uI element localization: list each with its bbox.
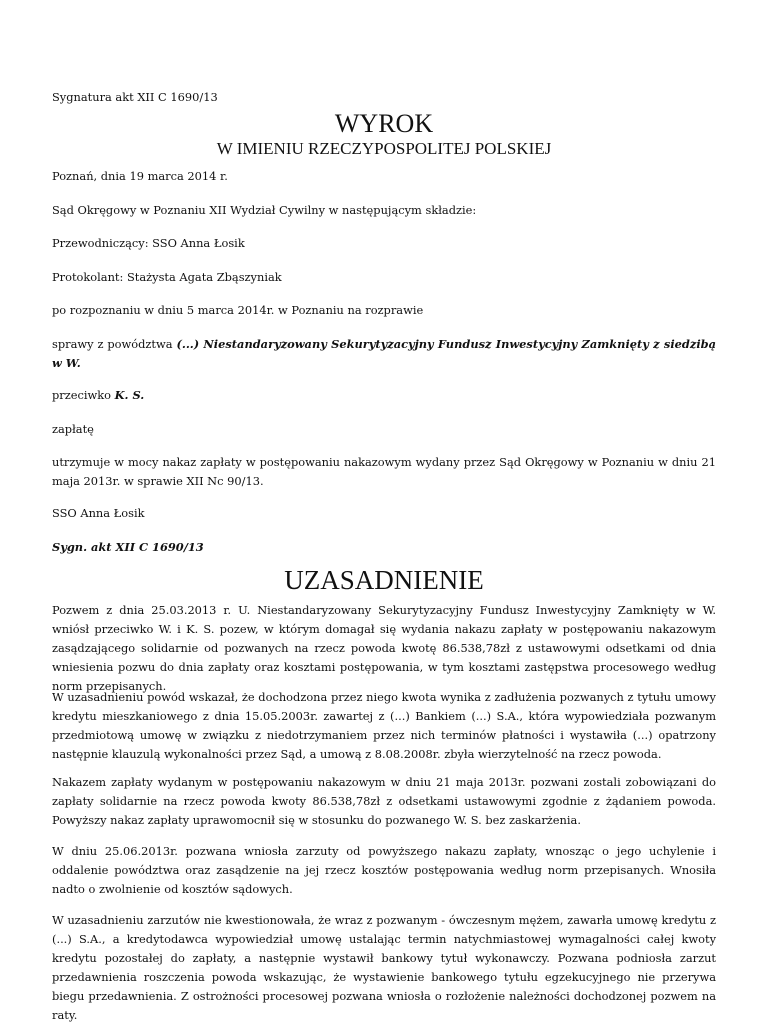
defendant-name: K. S. xyxy=(114,388,145,402)
case-prefix: sprawy z powództwa xyxy=(52,337,177,351)
case-signature: Sygnatura akt XII C 1690/13 xyxy=(52,90,218,104)
verdict-subtitle: W IMIENIU RZECZYPOSPOLITEJ POLSKIEJ xyxy=(216,139,552,158)
justification-paragraph-5: W uzasadnieniu zarzutów nie kwestionowała, że wraz z pozwanym - ówczesnym mężem, zawarła umowę kredytu z (...) S.A., a kredytodawca wypowiedział umowę ustalając termin natychmiastowej wymagalności całej kwoty kredytu pozostałej do zapłaty, a następnie wystawił bankowy tytuł wykonawczy. Pozwana podniosła zarzut przedawnienia roszczenia powoda wskazując, że wystawienie bankowego tytułu egzekucyjnego nie przerywa biegu przedawnienia. Z ostrożności procesowej pozwana wniosła o rozłożenie należności dochodzonej pozwem na raty. xyxy=(52,913,716,1022)
court-composition: Sąd Okręgowy w Poznaniu XII Wydział Cywilny w następującym składzie: xyxy=(52,203,477,217)
justification-paragraph-3: Nakazem zapłaty wydanym w postępowaniu nakazowym w dniu 21 maja 2013r. pozwani zostali zobowiązani do zapłaty solidarnie na rzecz powoda kwoty 86.538,78zł z odsetkami ustawowymi zgodnie z żądaniem powoda. Powyższy nakaz zapłaty uprawomocnił się w stosunku do pozwanego W. S. bez zaskarżenia. xyxy=(52,775,716,827)
case-subject: zapłatę xyxy=(52,422,94,436)
ruling-text: utrzymuje w mocy nakaz zapłaty w postępowaniu nakazowym wydany przez Sąd Okręgowy w Poznaniu w dniu 21 maja 2013r. w sprawie XII Nc 90/13. xyxy=(52,455,716,488)
justification-title: UZASADNIENIE xyxy=(284,565,484,595)
judge-signature: SSO Anna Łosik xyxy=(52,506,145,520)
hearing-info: po rozpoznaniu w dniu 5 marca 2014r. w Poznaniu na rozprawie xyxy=(52,303,424,317)
justification-paragraph-2: W uzasadnieniu powód wskazał, że dochodzona przez niego kwota wynika z zadłużenia pozwanych z tytułu umowy kredytu mieszkaniowego z dnia 15.05.2003r. zawartej z (...) Bankiem (...) S.A., która wypowiedziała pozwanym przedmiotową umowę w związku z niedotrzymaniem przez nich terminów płatności i wystawiła (...) opatrzony następnie klauzulą wykonalności przez Sąd, a umową z 8.08.2008r. zbyła wierzytelność na rzecz powoda. xyxy=(52,690,716,761)
justification-paragraph-4: W dniu 25.06.2013r. pozwana wniosła zarzuty od powyższego nakazu zapłaty, wnosząc o jego uchylenie i oddalenie powództwa oraz zasądzenie na jej rzecz kosztów postępowania według norm przepisanych. Wnosiła nadto o zwolnienie od kosztów sądowych. xyxy=(52,844,716,896)
court-clerk: Protokolant: Stażysta Agata Zbąszyniak xyxy=(52,270,282,284)
case-party-plaintiff xyxy=(52,335,716,373)
presiding-judge: Przewodniczący: SSO Anna Łosik xyxy=(52,236,245,250)
verdict-title: WYROK xyxy=(334,109,434,138)
against-prefix: przeciwko xyxy=(52,388,115,402)
justification-paragraph-1: Pozwem z dnia 25.03.2013 r. U. Niestandaryzowany Sekurytyzacyjny Fundusz Inwestycyjny Zamknięty w W. wniósł przeciwko W. i K. S. pozew, w którym domagał się wydania nakazu zapłaty w postępowaniu nakazowym zasądzającego solidarnie od pozwanych na rzecz powoda kwotę 86.538,78zł z ustawowymi odsetkami od dnia wniesienia pozwu do dnia zapłaty oraz kosztami postępowania, w tym kosztami zastępstwa procesowego według norm przepisanych. xyxy=(52,603,716,693)
case-reference: Sygn. akt XII C 1690/13 xyxy=(52,540,204,554)
place-date: Poznań, dnia 19 marca 2014 r. xyxy=(52,169,228,183)
case-party-defendant xyxy=(52,386,144,405)
plaintiff-name: (...) Niestandaryzowany Sekurytyzacyjny Fundusz Inwestycyjny Zamknięty z siedzibą w W. xyxy=(52,337,716,370)
